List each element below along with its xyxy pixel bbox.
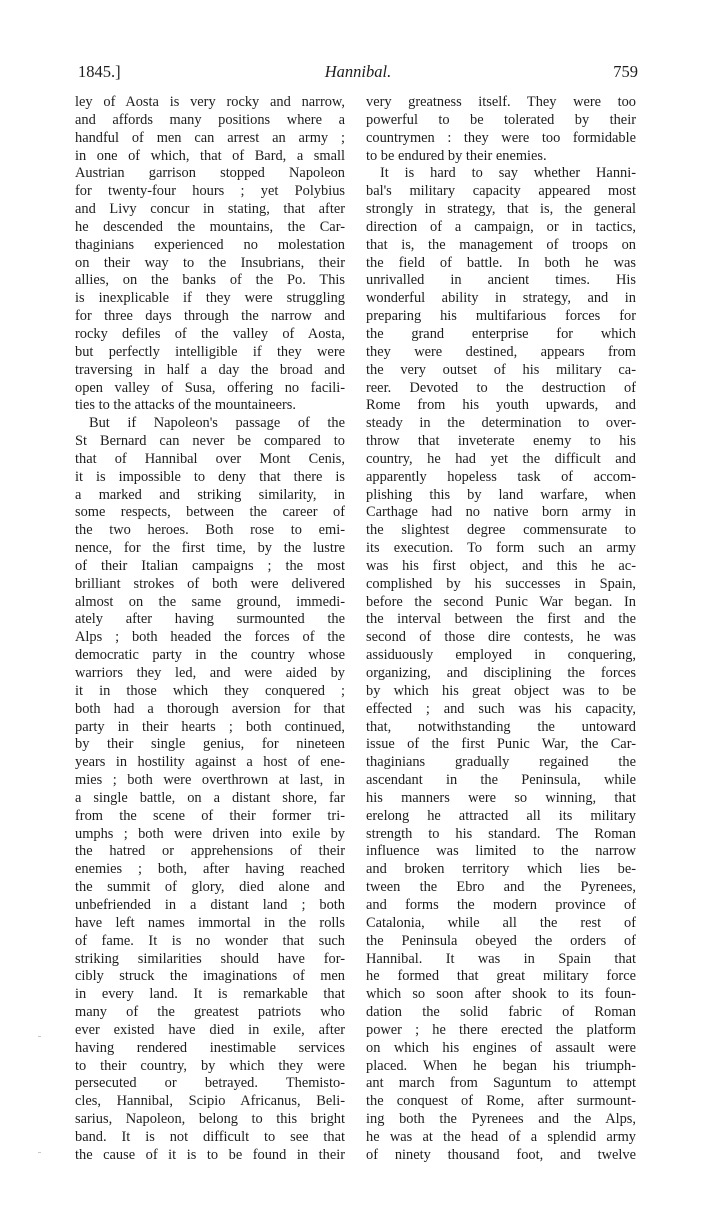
text-line: ascendant in the Peninsula, while bbox=[366, 772, 636, 789]
text-line: power ; he there erected the platform bbox=[366, 1021, 636, 1038]
text-line: party in their hearts ; both continued, bbox=[75, 718, 345, 735]
text-line: thaginians experienced no molestation bbox=[75, 236, 345, 253]
text-line: Catalonia, while all the rest of bbox=[366, 914, 636, 931]
text-line: the grand enterprise for which bbox=[366, 325, 636, 342]
text-line: for twenty-four hours ; yet Polybius bbox=[75, 183, 345, 200]
text-line: erelong he attracted all its military bbox=[366, 807, 636, 824]
text-line: before the second Punic War began. In bbox=[366, 593, 636, 610]
margin-mark bbox=[38, 1036, 41, 1037]
text-line: traversing in half a day the broad and bbox=[75, 361, 345, 378]
text-line: have left names immortal in the rolls bbox=[75, 914, 345, 931]
text-line: thaginians gradually regained the bbox=[366, 754, 636, 771]
text-line: ately after having surmounted the bbox=[75, 611, 345, 628]
text-line: the field of battle. In both he was bbox=[366, 254, 636, 271]
text-line: effected ; and such was his capacity, bbox=[366, 700, 636, 717]
text-line: tween the Ebro and the Pyrenees, bbox=[366, 879, 636, 896]
text-line: the summit of glory, died alone and bbox=[75, 879, 345, 896]
text-line: sarius, Napoleon, belong to this bright bbox=[75, 1111, 345, 1128]
text-line: is inexplicable if they were struggling bbox=[75, 290, 345, 307]
text-line: the Peninsula obeyed the orders of bbox=[366, 932, 636, 949]
text-line: it is impossible to deny that there is bbox=[75, 468, 345, 485]
text-line: It is hard to say whether Hanni- bbox=[380, 165, 636, 182]
text-line: powerful to be tolerated by their bbox=[366, 111, 636, 128]
text-line: the very outset of his military ca- bbox=[366, 361, 636, 378]
text-line: brilliant strokes of both were delivered bbox=[75, 575, 345, 592]
text-line: in every land. It is remarkable that bbox=[75, 986, 345, 1003]
text-line: democratic party in the country whose bbox=[75, 647, 345, 664]
text-line: of fame. It is no wonder that such bbox=[75, 932, 345, 949]
text-line: open valley of Susa, offering no facili- bbox=[75, 379, 345, 396]
text-line: countrymen : they were too formidable bbox=[366, 129, 636, 146]
text-line: both had a thorough aversion for that bbox=[75, 700, 345, 717]
text-line: unbefriended in a distant land ; both bbox=[75, 896, 345, 913]
text-line: it in those which they conquered ; bbox=[75, 682, 345, 699]
text-line: almost on the same ground, immedi- bbox=[75, 593, 345, 610]
text-line: and forms the modern province of bbox=[366, 896, 636, 913]
text-line: Carthage had no native born army in bbox=[366, 504, 636, 521]
text-line: and broken territory which lies be- bbox=[366, 861, 636, 878]
text-line: and Livy concur in stating, that after bbox=[75, 201, 345, 218]
text-line: unrivalled in ancient times. His bbox=[366, 272, 636, 289]
text-line: throw that inveterate enemy to his bbox=[366, 433, 636, 450]
text-line: wonderful ability in strategy, and in bbox=[366, 290, 636, 307]
text-line: on which his engines of assault were bbox=[366, 1039, 636, 1056]
text-line: placed. When he began his triumph- bbox=[366, 1057, 636, 1074]
text-line: that is, the management of troops on bbox=[366, 236, 636, 253]
text-line: the hatred or apprehensions of their bbox=[75, 843, 345, 860]
text-line: and affords many positions where a bbox=[75, 111, 345, 128]
text-line: strongly in strategy, that is, the general bbox=[366, 201, 636, 218]
text-line: by their single genius, for nineteen bbox=[75, 736, 345, 753]
text-line: striking similarities should have for- bbox=[75, 950, 345, 967]
left-column bbox=[75, 94, 345, 1165]
text-line: a marked and striking similarity, in bbox=[75, 486, 345, 503]
text-line: that, notwithstanding the untoward bbox=[366, 718, 636, 735]
text-line: of their Italian campaigns ; the most bbox=[75, 557, 345, 574]
text-line: rocky defiles of the valley of Aosta, bbox=[75, 325, 345, 342]
text-line: umphs ; both were driven into exile by bbox=[75, 825, 345, 842]
text-line: in one of which, that of Bard, a small bbox=[75, 147, 345, 164]
running-header bbox=[78, 62, 638, 84]
text-line: preparing his multifarious forces for bbox=[366, 308, 636, 325]
text-line: he formed that great military force bbox=[366, 968, 636, 985]
text-line: years in hostility against a host of ene- bbox=[75, 754, 345, 771]
text-line: Austrian garrison stopped Napoleon bbox=[75, 165, 345, 182]
text-line: the interval between the first and the bbox=[366, 611, 636, 628]
text-line: its execution. To form such an army bbox=[366, 540, 636, 557]
text-line: they were destined, appears from bbox=[366, 343, 636, 360]
text-line: ties to the attacks of the mountaineers. bbox=[75, 397, 296, 414]
header-year: 1845.] bbox=[78, 62, 121, 81]
text-line: plishing this by land warfare, when bbox=[366, 486, 636, 503]
text-line: by which his great object was to be bbox=[366, 682, 636, 699]
text-line: the two heroes. Both rose to emi- bbox=[75, 522, 345, 539]
text-line: reer. Devoted to the destruction of bbox=[366, 379, 636, 396]
margin-mark bbox=[38, 1152, 41, 1153]
text-line: ing both the Pyrenees and the Alps, bbox=[366, 1111, 636, 1128]
text-line: complished by his successes in Spain, bbox=[366, 575, 636, 592]
text-line: from the scene of their former tri- bbox=[75, 807, 345, 824]
text-line: to their country, by which they were bbox=[75, 1057, 345, 1074]
text-line: Rome from his youth upwards, and bbox=[366, 397, 636, 414]
text-line: handful of men can arrest an army ; bbox=[75, 129, 345, 146]
text-line: cles, Hannibal, Scipio Africanus, Beli- bbox=[75, 1093, 345, 1110]
text-line: ley of Aosta is very rocky and narrow, bbox=[75, 94, 345, 110]
text-line: apparently hopeless task of accom- bbox=[366, 468, 636, 485]
text-line: mies ; both were overthrown at last, in bbox=[75, 772, 345, 789]
text-line: the slightest degree commensurate to bbox=[366, 522, 636, 539]
text-line: he descended the mountains, the Car- bbox=[75, 218, 345, 235]
text-line: strength to his standard. The Roman bbox=[366, 825, 636, 842]
text-line: having rendered inestimable services bbox=[75, 1039, 345, 1056]
text-line: some respects, between the career of bbox=[75, 504, 345, 521]
text-line: influence was limited to the narrow bbox=[366, 843, 636, 860]
text-line: a single battle, on a distant shore, far bbox=[75, 789, 345, 806]
text-line: persecuted or betrayed. Themisto- bbox=[75, 1075, 345, 1092]
text-line: the cause of it is to be found in their bbox=[75, 1146, 345, 1163]
text-line: that of Hannibal over Mont Cenis, bbox=[75, 450, 345, 467]
text-line: second of those dire contests, he was bbox=[366, 629, 636, 646]
text-line: Alps ; both headed the forces of the bbox=[75, 629, 345, 646]
text-line: issue of the first Punic War, the Car- bbox=[366, 736, 636, 753]
text-line: organizing, and disciplining the forces bbox=[366, 665, 636, 681]
text-line: direction of a campaign, or in tactics, bbox=[366, 218, 636, 235]
text-line: allies, on the banks of the Po. This bbox=[75, 272, 345, 289]
text-line: bal's military capacity appeared most bbox=[366, 183, 636, 200]
text-line: enemies ; both, after having reached bbox=[75, 861, 345, 878]
page-number: 759 bbox=[613, 62, 638, 81]
text-line: country, he had yet the difficult and bbox=[366, 450, 636, 467]
text-line: of ninety thousand foot, and twelve bbox=[366, 1146, 636, 1163]
text-line: for three days through the narrow and bbox=[75, 308, 345, 325]
text-line: but perfectly intelligible if they were bbox=[75, 343, 345, 360]
text-line: the conquest of Rome, after surmount- bbox=[366, 1093, 636, 1110]
text-line: ever existed have died in exile, after bbox=[75, 1021, 345, 1038]
right-column bbox=[366, 94, 636, 1165]
text-line: to be endured by their enemies. bbox=[366, 147, 547, 164]
text-line: nence, for the first time, by the lustre bbox=[75, 540, 345, 557]
text-line: Hannibal. It was in Spain that bbox=[366, 950, 636, 967]
text-line: he was at the head of a splendid army bbox=[366, 1128, 636, 1145]
text-line: very greatness itself. They were too bbox=[366, 94, 636, 110]
text-line: was his first object, and this he ac- bbox=[366, 557, 636, 574]
text-line: ant march from Saguntum to attempt bbox=[366, 1075, 636, 1092]
text-line: many of the greatest patriots who bbox=[75, 1004, 345, 1021]
text-line: But if Napoleon's passage of the bbox=[89, 415, 345, 432]
text-line: which so soon after shook to its foun- bbox=[366, 986, 636, 1003]
text-line: his manners were so winning, that bbox=[366, 789, 636, 806]
text-line: steady in the determination to over- bbox=[366, 415, 636, 432]
header-title: Hannibal. bbox=[324, 62, 392, 81]
text-line: dation the solid fabric of Roman bbox=[366, 1004, 636, 1021]
text-line: on their way to the Insubrians, their bbox=[75, 254, 345, 271]
text-line: cibly struck the imaginations of men bbox=[75, 968, 345, 985]
text-line: assiduously employed in conquering, bbox=[366, 647, 636, 664]
text-line: band. It is not difficult to see that bbox=[75, 1128, 345, 1145]
text-line: St Bernard can never be compared to bbox=[75, 433, 345, 450]
text-line: warriors they led, and were aided by bbox=[75, 665, 345, 681]
